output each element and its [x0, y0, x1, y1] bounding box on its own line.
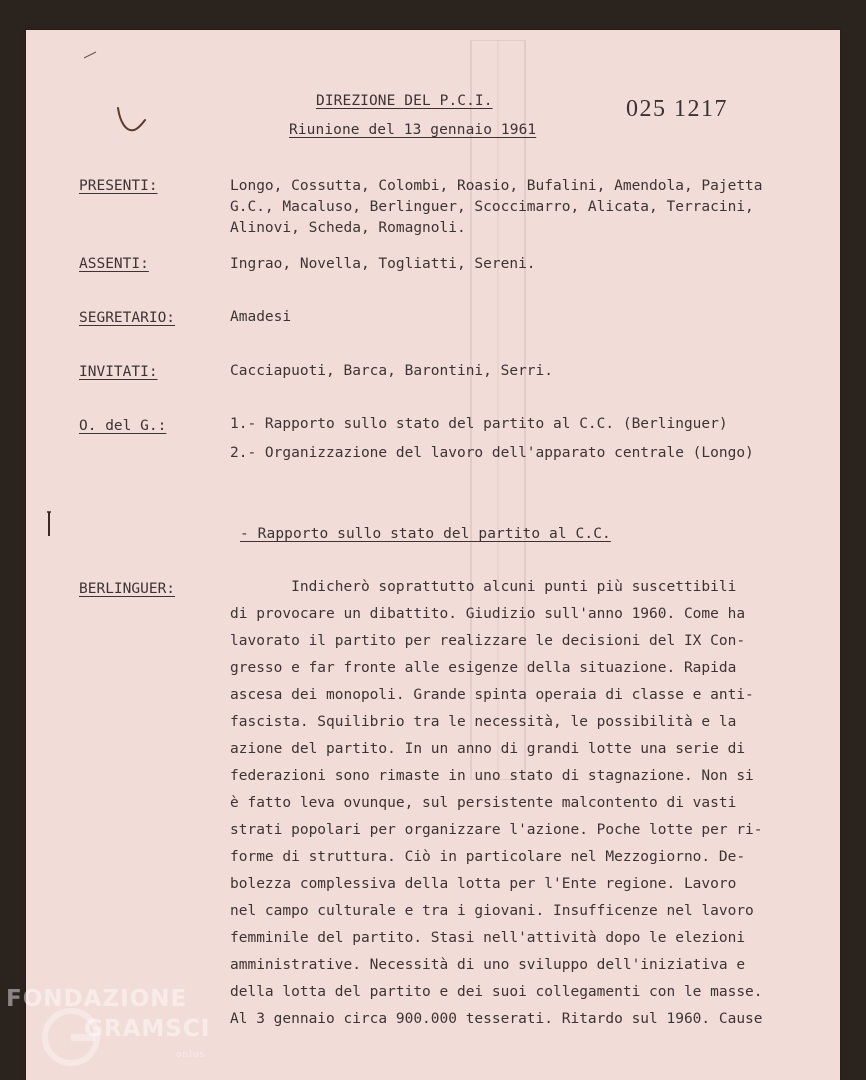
body-line: Al 3 gennaio circa 900.000 tesserati. Ritardo sul 1960. Cause — [230, 1011, 763, 1027]
odg-item-2: 2.- Organizzazione del lavoro dell'apparato centrale (Longo) — [230, 445, 754, 461]
body-line: Indicherò soprattutto alcuni punti più suscettibili — [230, 579, 737, 595]
body-line: federazioni sono rimaste in uno stato di stagnazione. Non si — [230, 768, 754, 784]
watermark-line-1: FONDAZIONE — [6, 986, 188, 1012]
body-line: azione del partito. In un anno di grandi lotte una serie di — [230, 741, 746, 757]
invitati-label: INVITATI: — [79, 364, 158, 380]
body-line: amministrative. Necessità di uno sviluppo dell'iniziativa e — [230, 957, 746, 973]
body-line: ascesa dei monopoli. Grande spinta operaia di classe e anti- — [230, 687, 754, 703]
assenti-value: Ingrao, Novella, Togliatti, Sereni. — [230, 256, 536, 272]
body-line: gresso e far fronte alle esigenze della situazione. Rapida — [230, 660, 737, 676]
fondazione-gramsci-watermark — [0, 980, 230, 1080]
presenti-line-3: Alinovi, Scheda, Romagnoli. — [230, 220, 466, 236]
body-line: lavorato il partito per realizzare le decisioni del IX Con- — [230, 633, 746, 649]
presenti-line-2: G.C., Macaluso, Berlinguer, Scoccimarro, Alicata, Terracini, — [230, 199, 754, 215]
segretario-value: Amadesi — [230, 309, 292, 325]
pencil-dash-mark — [82, 48, 102, 60]
speaker-label: BERLINGUER: — [79, 581, 176, 597]
document-page — [26, 30, 840, 1080]
body-line: è fatto leva ovunque, sul persistente malcontento di vasti — [230, 795, 737, 811]
odg-label: O. del G.: — [79, 418, 167, 434]
watermark-line-2: GRAMSCI — [84, 1016, 211, 1042]
handwritten-tick-mark — [112, 102, 152, 142]
body-line: strati popolari per organizzare l'azione. Poche lotte per ri- — [230, 822, 763, 838]
body-line: della lotta del partito e dei suoi collegamenti con le masse. — [230, 984, 763, 1000]
body-line: femminile del partito. Stasi nell'attività dopo le elezioni — [230, 930, 746, 946]
meeting-date: Riunione del 13 gennaio 1961 — [289, 122, 537, 138]
odg-item-1: 1.- Rapporto sullo stato del partito al C.C. (Berlinguer) — [230, 416, 728, 432]
body-line: nel campo culturale e tra i giovani. Insufficenze nel lavoro — [230, 903, 754, 919]
section-heading: - Rapporto sullo stato del partito al C.C. — [240, 526, 611, 542]
watermark-sub: onlus — [176, 1050, 206, 1060]
presenti-label: PRESENTI: — [79, 178, 158, 194]
body-line: di provocare un dibattito. Giudizio sull'anno 1960. Come ha — [230, 606, 746, 622]
invitati-value: Cacciapuoti, Barca, Barontini, Serri. — [230, 363, 554, 379]
body-line: fascista. Squilibrio tra le necessità, le possibilità e la — [230, 714, 737, 730]
segretario-label: SEGRETARIO: — [79, 310, 176, 326]
presenti-line-1: Longo, Cossutta, Colombi, Roasio, Bufalini, Amendola, Pajetta — [230, 178, 763, 194]
body-line: bolezza complessiva della lotta per l'Ente regione. Lavoro — [230, 876, 737, 892]
margin-pencil-mark — [44, 510, 54, 540]
archive-number: 025 1217 — [626, 96, 728, 122]
document-title: DIREZIONE DEL P.C.I. — [316, 93, 493, 109]
body-line: forme di struttura. Ciò in particolare nel Mezzogiorno. De- — [230, 849, 746, 865]
assenti-label: ASSENTI: — [79, 256, 149, 272]
